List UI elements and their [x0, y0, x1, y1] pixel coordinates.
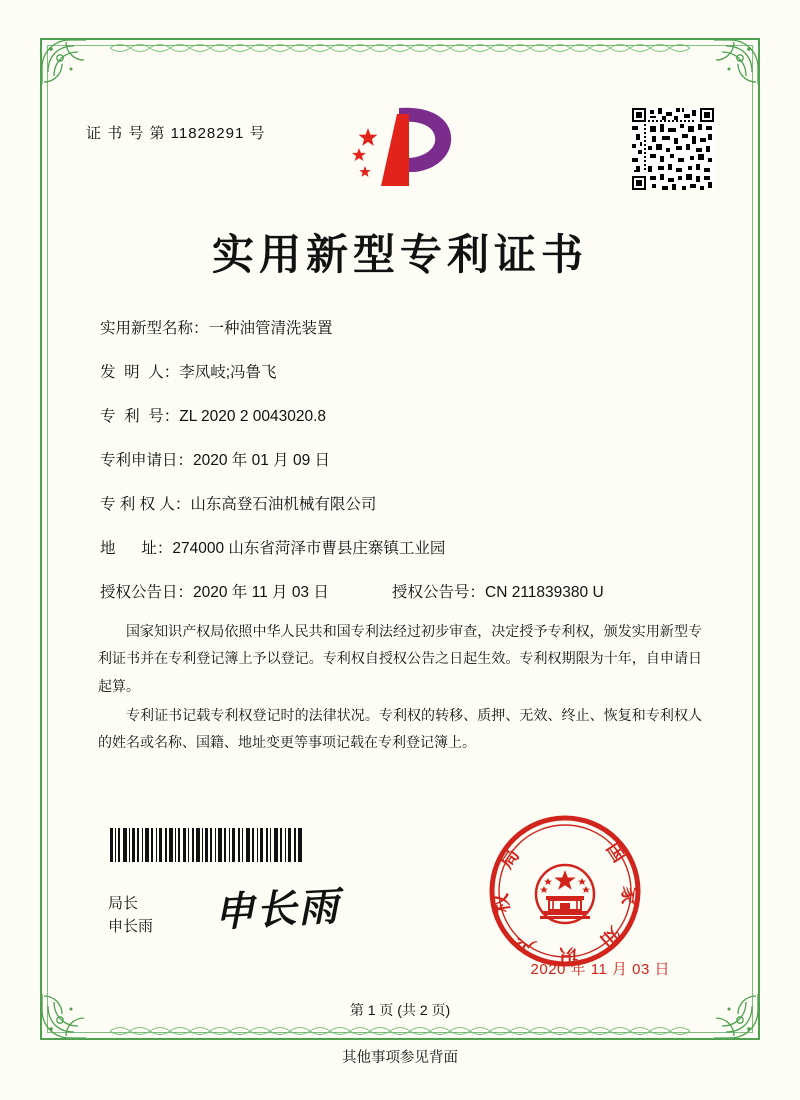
field-value: ZL 2020 2 0043020.8	[179, 408, 327, 425]
header-row	[86, 100, 714, 210]
field-label: 地 址：	[100, 540, 173, 557]
legal-paragraph: 专利证书记载专利权登记时的法律状况。专利权的转移、质押、无效、终止、恢复和专利权人的姓名或名称、国籍、地址变更等事项记载在专利登记簿上。	[98, 706, 702, 751]
grant-number-label: 授权公告号：	[392, 584, 486, 601]
field-label: 实用新型名称：	[100, 320, 209, 337]
signatory-name: 申长雨	[108, 918, 154, 936]
certificate-number: 证 书 号 第 11828291 号	[86, 125, 266, 142]
page-indicator: 第 1 页 (共 2 页)	[349, 1002, 451, 1018]
grant-row	[100, 580, 700, 602]
field-row	[100, 404, 700, 426]
footer-block	[86, 810, 714, 1010]
field-value: 2020 年 01 月 09 日	[193, 452, 331, 469]
signatory	[108, 892, 153, 939]
top-edge-ornament-icon	[110, 41, 690, 55]
field-value: 山东高登石油机械有限公司	[190, 496, 377, 513]
field-value: 274000 山东省菏泽市曹县庄寨镇工业园	[172, 540, 446, 557]
field-value: 李凤岐;冯鲁飞	[179, 364, 277, 381]
grant-date-value: 2020 年 11 月 03 日	[193, 584, 329, 601]
field-label: 发 明 人：	[100, 364, 180, 381]
certificate-content	[86, 100, 714, 758]
qr-code-icon	[632, 108, 714, 190]
field-label: 专利申请日：	[100, 452, 194, 469]
field-row	[100, 360, 700, 382]
grant-number	[392, 580, 604, 602]
seal-date: 2020 年 11 月 03 日	[530, 961, 670, 978]
signatory-role: 局长	[108, 895, 139, 912]
cnipa-logo-icon	[335, 100, 465, 200]
field-label: 专 利 权 人：	[100, 496, 191, 513]
field-row	[100, 492, 700, 514]
handwritten-signature: 申长雨	[213, 882, 342, 937]
field-value: 一种油管清洗装置	[208, 320, 333, 337]
page-title: 实用新型专利证书	[211, 230, 588, 279]
barcode-icon	[108, 828, 304, 862]
svg-text:国 家 知 识 产 权 局: 国 家 知 识 产 权 局	[488, 837, 642, 967]
grant-date	[100, 580, 392, 602]
legal-text	[98, 618, 702, 756]
official-seal-icon	[484, 810, 646, 972]
field-row	[100, 448, 700, 470]
field-label: 专 利 号：	[100, 408, 180, 425]
fields-list	[100, 316, 700, 602]
field-row	[100, 316, 700, 338]
grant-date-label: 授权公告日：	[100, 584, 194, 601]
legal-paragraph: 国家知识产权局依照中华人民共和国专利法经过初步审查，决定授予专利权，颁发实用新型专利证书并在专利登记簿上予以登记。专利权自授权公告之日起生效。专利权期限为十年，自申请日起算。	[98, 623, 702, 694]
field-row	[100, 536, 700, 558]
grant-number-value: CN 211839380 U	[485, 584, 604, 601]
bottom-edge-ornament-icon	[110, 1024, 690, 1038]
footer-note: 其他事项参见背面	[342, 1050, 458, 1066]
